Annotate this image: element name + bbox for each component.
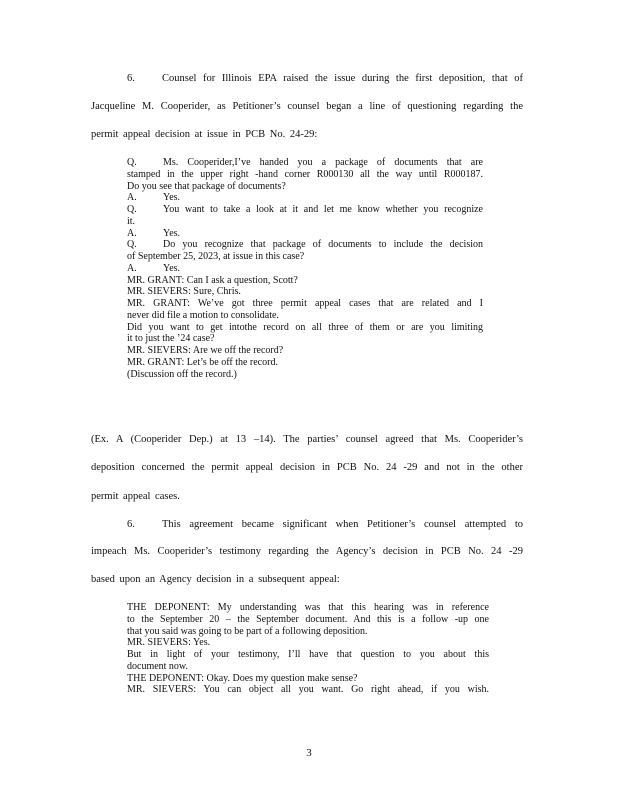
paragraph-line: based upon an Agency decision in a subsequent appeal: (91, 574, 340, 585)
transcript-line: Did you want to get intothe record on all three of them or are you limiting (127, 321, 483, 333)
transcript-line (127, 263, 483, 275)
paragraph-line: permit appeal cases. (91, 491, 180, 502)
transcript-line: MR. SIEVERS: You can object all you want. Go right ahead, if you wish. (127, 684, 489, 696)
transcript-line: MR. SIEVERS: Yes. (127, 637, 211, 649)
transcript-text: You want to take a look at it and let me know whether you recognize (163, 204, 483, 215)
transcript-line: it. (127, 215, 136, 227)
transcript-line (127, 192, 483, 204)
transcript-line: that you said was going to be part of a following deposition. (127, 625, 368, 637)
transcript-text: Yes. (163, 227, 181, 239)
transcript-line: MR. SIEVERS: Sure, Chris. (127, 286, 241, 298)
transcript-line: document now. (127, 660, 189, 672)
transcript-line: MR. GRANT: Let’s be off the record. (127, 356, 278, 368)
transcript-line (127, 239, 483, 251)
transcript-text: Ms. Cooperider,I’ve handed you a package of documents that are (163, 157, 483, 168)
transcript-line (127, 228, 483, 240)
transcript-line: MR. SIEVERS: Are we off the record? (127, 345, 284, 356)
transcript-excerpt-1 (127, 157, 483, 380)
speaker-label: A. (127, 227, 137, 239)
transcript-line: MR. GRANT: Can I ask a question, Scott? (127, 274, 298, 286)
transcript-line: of September 25, 2023, at issue in this case? (127, 251, 305, 262)
speaker-label: A. (127, 262, 137, 274)
transcript-line: (Discussion off the record.) (127, 368, 237, 380)
transcript-line: THE DEPONENT: Okay. Does my question make sense? (127, 672, 358, 684)
speaker-label: A. (127, 192, 137, 204)
transcript-line: MR. GRANT: We’ve got three permit appeal cases that are related and I (127, 298, 483, 309)
transcript-text: Yes. (163, 192, 181, 204)
paragraph-line: deposition concerned the permit appeal decision in PCB No. 24 -29 and not in the other (91, 462, 523, 473)
transcript-text: Yes. (163, 262, 181, 274)
speaker-label: Q. (127, 157, 137, 168)
paragraph-line: Jacqueline M. Cooperider, as Petitioner’s counsel began a line of questioning regarding the (91, 101, 523, 112)
transcript-line: to the September 20 – the September document. And this is a follow -up one (127, 613, 489, 625)
transcript-text: Do you recognize that package of documents to include the decision (163, 239, 483, 251)
paragraph-number: 6. (127, 73, 135, 84)
paragraph-line: This agreement became significant when Petitioner’s counsel attempted to (162, 519, 523, 530)
transcript-line: never did file a motion to consolidate. (127, 309, 279, 321)
transcript-line: Do you see that package of documents? (127, 180, 286, 192)
speaker-label: Q. (127, 239, 137, 251)
page-number: 3 (306, 747, 312, 759)
paragraph-line: permit appeal decision at issue in PCB No. 24-29: (91, 129, 318, 140)
transcript-line (127, 157, 483, 169)
paragraph-line: impeach Ms. Cooperider’s testimony regarding the Agency’s decision in PCB No. 24 -29 (91, 546, 523, 557)
transcript-line: But in light of your testimony, I’ll have that question to you about this (127, 649, 489, 660)
transcript-line: it to just the ’24 case? (127, 333, 215, 345)
paragraph-line: Counsel for Illinois EPA raised the issue during the first deposition, that of (162, 73, 523, 84)
transcript-excerpt-2 (127, 602, 489, 696)
transcript-line: stamped in the upper right -hand corner R000130 all the way until R000187. (127, 168, 483, 180)
paragraph-number: 6. (127, 519, 135, 530)
speaker-label: Q. (127, 204, 137, 215)
paragraph-line: (Ex. A (Cooperider Dep.) at 13 –14). The parties’ counsel agreed that Ms. Cooperider’s (91, 434, 523, 445)
transcript-line: THE DEPONENT: My understanding was that this hearing was in reference (127, 602, 489, 613)
transcript-line (127, 204, 483, 216)
